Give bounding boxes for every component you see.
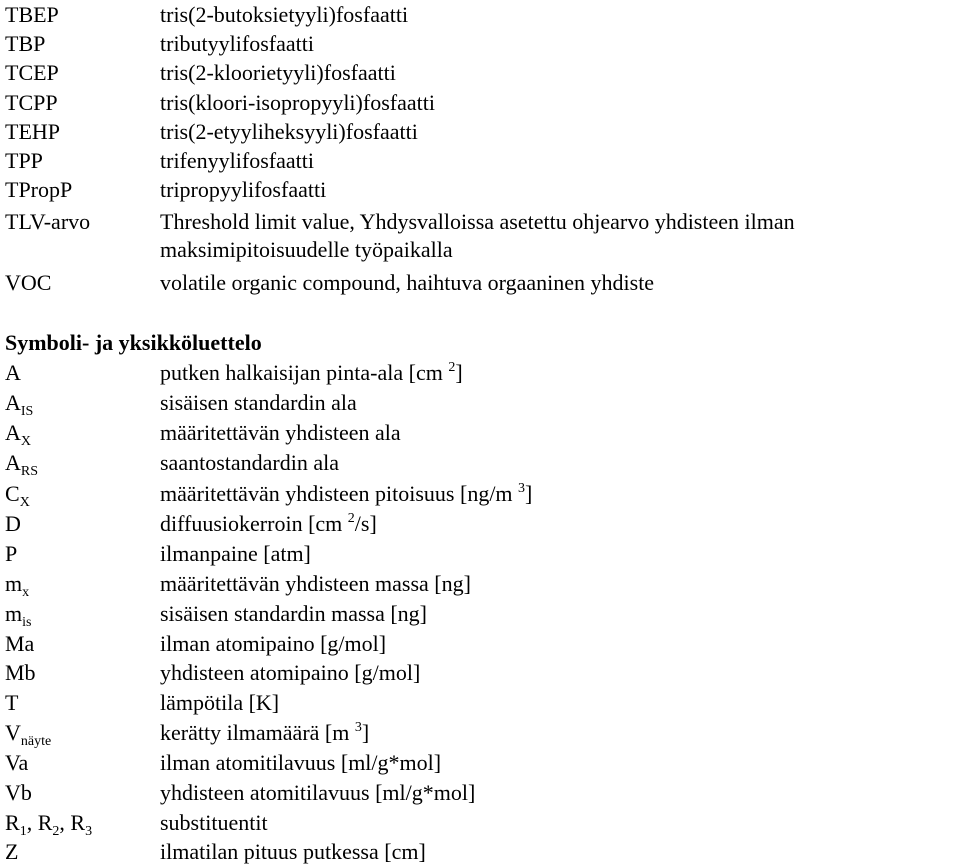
symbol-term: T — [5, 690, 19, 715]
symbol-definition: diffuusiokerroin [cm $^2$/s] — [160, 511, 377, 536]
symbol-definition: ilmanpaine [atm] — [160, 541, 311, 566]
symbol-term: $m_x$ — [5, 571, 30, 600]
symbol-term: $A_{IS}$ — [5, 390, 34, 419]
abbrev-definition: tris(2-butoksietyyli)fosfaatti — [160, 2, 409, 27]
symbol-definition: saantostandardin ala — [160, 450, 339, 475]
symbol-term: A — [5, 360, 21, 385]
abbrev-definition: trifenyylifosfaatti — [160, 148, 314, 173]
abbrev-definition: tributyylifosfaatti — [160, 31, 314, 56]
abbrev-definition: volatile organic compound, haihtuva orgaaninen yhdiste — [160, 270, 655, 295]
abbrev-definition: Threshold limit value, Yhdysvalloissa asetettu ohjearvo yhdisteen ilman — [160, 209, 795, 234]
symbol-definition: ilmatilan pituus putkessa [cm] — [160, 839, 426, 864]
abbrev-definition: tris(2-etyyliheksyyli)fosfaatti — [160, 119, 418, 144]
symbol-term: $R_1$, $R_2$, $R_3$ — [5, 810, 93, 839]
symbol-definition: yhdisteen atomitilavuus [ml/g*mol] — [160, 780, 476, 805]
symbol-term: Ma — [5, 631, 35, 656]
symbol-definition: määritettävän yhdisteen pitoisuus [ng/m $^3$] — [160, 481, 533, 506]
symbol-definition: kerätty ilmamäärä [m $^3$] — [160, 720, 370, 745]
symbol-definition: sisäisen standardin massa [ng] — [160, 601, 427, 626]
abbrev-term: TPP — [5, 148, 43, 173]
symbol-term: Z — [5, 839, 19, 864]
symbol-definition: lämpötila [K] — [160, 690, 280, 715]
symbol-term: Mb — [5, 660, 36, 685]
symbol-term: $C_X$ — [5, 481, 30, 510]
symbol-term: $V_{näyte}$ — [5, 720, 52, 749]
symbol-definition: määritettävän yhdisteen ala — [160, 420, 401, 445]
abbrev-term: TLV-arvo — [5, 209, 91, 234]
symbol-term: $m_{is}$ — [5, 601, 32, 630]
symbol-definition: sisäisen standardin ala — [160, 390, 357, 415]
abbrev-definition: tripropyylifosfaatti — [160, 177, 327, 202]
symbol-term: $A_X$ — [5, 420, 32, 449]
abbrev-definition-continuation: maksimipitoisuudelle työpaikalla — [160, 237, 453, 262]
symbol-definition: yhdisteen atomipaino [g/mol] — [160, 660, 421, 685]
symbol-definition: substituentit — [160, 810, 268, 835]
abbrev-term: TPropP — [5, 177, 73, 202]
symbol-definition: putken halkaisijan pinta-ala [cm $^2$] — [160, 360, 463, 385]
abbrev-term: TBP — [5, 31, 46, 56]
abbrev-term: VOC — [5, 270, 52, 295]
symbol-term: Va — [5, 750, 29, 775]
abbrev-term: TBEP — [5, 2, 59, 27]
section-heading: Symboli- ja yksikköluettelo — [5, 330, 262, 355]
symbol-definition: ilman atomitilavuus [ml/g*mol] — [160, 750, 442, 775]
symbol-term: D — [5, 511, 21, 536]
symbol-term: $A_{RS}$ — [5, 450, 39, 479]
abbrev-definition: tris(2-kloorietyyli)fosfaatti — [160, 60, 396, 85]
symbol-definition: ilman atomipaino [g/mol] — [160, 631, 387, 656]
symbol-term: Vb — [5, 780, 32, 805]
abbrev-term: TCEP — [5, 60, 59, 85]
abbrev-definition: tris(kloori-isopropyyli)fosfaatti — [160, 90, 435, 115]
symbol-term: P — [5, 541, 18, 566]
abbrev-term: TCPP — [5, 90, 58, 115]
symbol-definition: määritettävän yhdisteen massa [ng] — [160, 571, 471, 596]
abbrev-term: TEHP — [5, 119, 60, 144]
